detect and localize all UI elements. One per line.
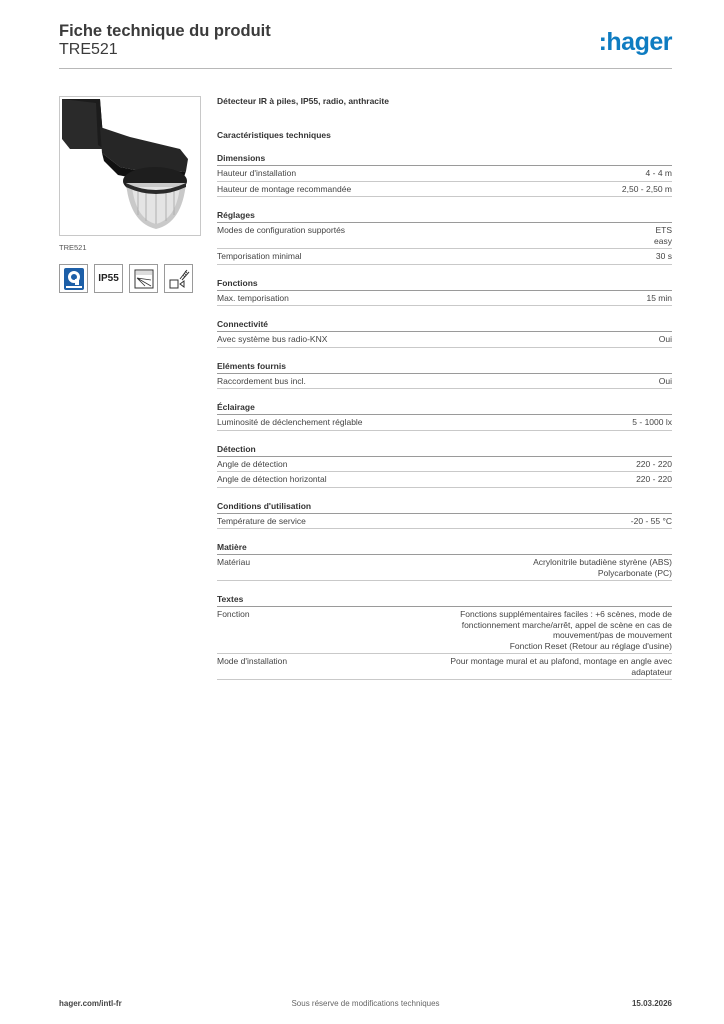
spec-value-line: Oui [658,375,672,386]
spec-value-line: 2,50 - 2,50 m [621,183,672,194]
wireless-config-icon [164,264,193,293]
spec-value-line: 15 min [646,292,672,303]
spec-group-title: Éclairage [217,402,672,415]
spec-value [646,293,672,304]
spec-group-title: Détection [217,444,672,457]
spec-group [217,501,672,530]
spec-group-title: Eléments fournis [217,361,672,374]
spec-group-title: Fonctions [217,278,672,291]
spec-value [460,609,672,651]
spec-group [217,444,672,488]
spec-group-title: Réglages [217,210,672,223]
spec-label: Mode d'installation [217,656,288,666]
spec-value-line: Acrylonitrile butadiène styrène (ABS) [533,557,672,567]
spec-value [632,417,672,428]
hager-logo [599,28,672,57]
spec-row [217,291,672,307]
spec-value-line: adaptateur [631,666,672,677]
spec-value-line: easy [654,235,672,246]
spec-value [636,459,672,470]
spec-value-line: fonctionnement marche/arrêt, appel de scène en cas de [461,619,672,630]
spec-label: Fonction [217,609,250,619]
spec-value-line: Fonctions supplémentaires faciles : +6 scènes, mode de [460,609,672,619]
spec-value [654,225,672,246]
spec-value [659,334,672,345]
spec-row [217,166,672,182]
spec-label: Hauteur d'installation [217,168,297,178]
spec-row [217,457,672,473]
ip55-label: IP55 [98,273,119,284]
spec-value [656,251,672,262]
ip55-badge [94,264,123,293]
spec-group [217,319,672,348]
product-code: TRE521 [59,41,118,58]
spec-value-line: Fonction Reset (Retour au réglage d'usine) [509,640,672,651]
header-divider [59,68,672,69]
footer-date: 15.03.2026 [631,999,672,1008]
spec-value-line: mouvement/pas de mouvement [552,630,672,640]
detection-range-icon [129,264,158,293]
spec-group-title: Dimensions [217,153,672,166]
motion-detector-image [60,97,200,235]
spec-label: Max. temporisation [217,292,289,303]
logo-wordmark: hager [606,28,672,56]
spec-label: Matériau [217,557,251,567]
spec-row [217,332,672,348]
spec-row [217,514,672,530]
spec-value-line: Pour montage mural et au plafond, montage en angle avec [450,656,672,666]
spec-value-line: 30 s [655,251,672,261]
spec-group [217,210,672,265]
spec-row [217,415,672,431]
spec-label: Angle de détection horizontal [217,474,327,484]
spec-value-line: Polycarbonate (PC) [597,567,672,578]
spec-label: Raccordement bus incl. [217,375,306,386]
spec-row [217,472,672,488]
spec-label: Luminosité de déclenchement réglable [217,417,363,427]
document-header [59,22,672,59]
footer-disclaimer: Sous réserve de modifications techniques [291,999,440,1008]
spec-row [217,182,672,198]
spec-group-title: Connectivité [217,319,672,332]
spec-group [217,402,672,431]
spec-group [217,153,672,197]
spec-value-line: Oui [658,334,672,344]
spec-row [217,223,672,249]
spec-row [217,654,672,680]
spec-value-line: ETS [655,225,672,235]
spec-value [622,184,672,195]
spec-row [217,607,672,654]
spec-value-line: 4 - 4 m [645,168,672,178]
certification-badges [59,264,193,293]
page-title: Fiche technique du produit [59,22,271,40]
photo-caption: TRE521 [59,243,87,252]
logo-mark-icon: : [598,28,607,56]
spec-group-title: Matière [217,542,672,555]
spec-label: Hauteur de montage recommandée [217,183,352,194]
spec-label: Angle de détection [217,458,288,469]
section-title: Caractéristiques techniques [217,130,331,140]
spec-group [217,594,672,680]
spec-value [533,557,672,578]
spec-value [636,474,672,485]
spec-group [217,278,672,307]
technical-sheet [217,96,672,680]
footer-url[interactable]: hager.com/intl-fr [59,999,122,1008]
spec-row [217,555,672,581]
spec-group [217,361,672,390]
spec-label: Temporisation minimal [217,251,302,261]
spec-value-line: 220 - 220 [636,474,672,484]
product-photo [59,96,201,236]
characteristics-groups [217,153,672,680]
spec-group-title: Textes [217,594,672,607]
spec-row [217,374,672,390]
spec-value-line: 5 - 1000 lx [632,417,672,427]
product-description: Détecteur IR à piles, IP55, radio, anthracite [217,96,389,106]
spec-label: Température de service [217,515,306,526]
spec-group-title: Conditions d'utilisation [217,501,672,514]
spec-group [217,542,672,581]
quality-mark-icon [59,264,88,293]
spec-label: Modes de configuration supportés [217,225,346,235]
spec-value [450,656,672,677]
spec-label: Avec système bus radio-KNX [217,334,328,344]
spec-value-line: 220 - 220 [636,458,672,469]
spec-value [646,168,672,179]
spec-value [631,516,672,527]
spec-row [217,249,672,265]
spec-value [659,376,672,387]
spec-value-line: -20 - 55 °C [630,515,672,526]
